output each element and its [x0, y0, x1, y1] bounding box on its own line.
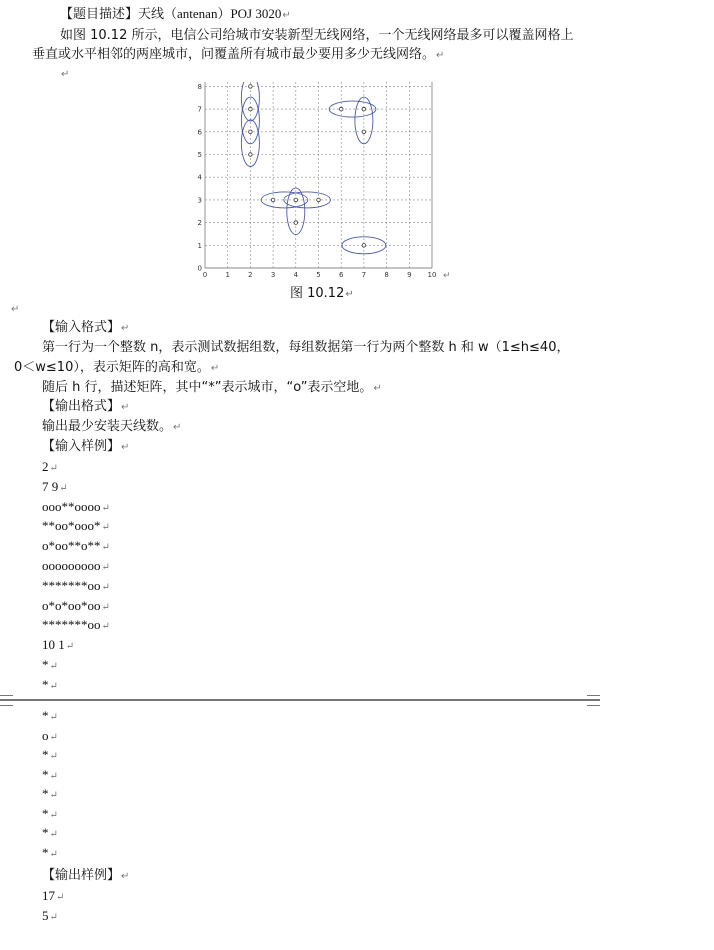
x-tick-label: 1	[225, 271, 230, 279]
paragraph-mark: ↵	[49, 661, 58, 672]
paragraph-mark: ↵	[11, 304, 20, 315]
x-tick-label: 0	[202, 271, 208, 279]
output-format-text: 输出最少安装天线数。	[42, 419, 173, 434]
y-tick-label: 5	[197, 151, 202, 159]
code-text: 7 9	[42, 478, 59, 494]
y-tick-label: 8	[197, 82, 202, 91]
code-line	[42, 708, 58, 726]
paragraph-mark: ↵	[101, 502, 110, 514]
output-format-heading-line	[42, 399, 129, 416]
input-format-text: 0＜w≤10），表示矩阵的高和宽。	[14, 360, 210, 375]
code-line	[42, 657, 58, 675]
paragraph-mark: ↵	[61, 69, 70, 80]
paragraph-mark: ↵	[101, 581, 110, 593]
paragraph-mark: ↵	[373, 383, 382, 394]
code-line	[42, 499, 110, 517]
paragraph-mark: ↵	[443, 271, 451, 281]
code-text: o*oo**o**	[42, 538, 101, 554]
input-format-line-1	[42, 340, 569, 356]
x-tick-label: 3	[270, 271, 276, 279]
y-tick-label: 1	[197, 241, 202, 250]
input-format-text: 第一行为一个整数 n，表示测试数据组数，每组数据第一行为两个整数 h 和 w（1≤h≤40，	[42, 340, 570, 355]
code-text: *	[42, 844, 49, 860]
code-line	[42, 558, 110, 576]
code-line	[42, 617, 110, 635]
y-tick-label: 7	[197, 105, 202, 114]
city-point	[249, 107, 253, 111]
x-tick-label: 10	[427, 271, 437, 279]
code-text: *	[42, 657, 49, 672]
code-text: o*o*oo*oo	[42, 597, 101, 613]
paragraph-mark: ↵	[56, 892, 65, 903]
grid-lines	[205, 82, 432, 268]
city-point	[249, 130, 253, 134]
input-format-heading: 【输入格式】	[42, 320, 121, 335]
paragraph-mark: ↵	[282, 10, 291, 21]
city-point	[317, 198, 321, 202]
paragraph-mark: ↵	[345, 289, 354, 300]
antenna-coverage-ellipse	[261, 192, 308, 208]
y-tick-label: 2	[197, 219, 202, 228]
sample-output-heading-line	[42, 868, 129, 885]
output-format-heading: 【输出格式】	[42, 399, 121, 414]
paragraph-mark: ↵	[49, 770, 58, 782]
code-text: **oo*ooo*	[42, 518, 101, 534]
paragraph-mark: ↵	[121, 442, 130, 453]
y-tick-label: 0	[197, 264, 202, 273]
antenna-grid-figure	[193, 82, 453, 282]
input-format-text: 随后 h 行，描述矩阵，其中“*”表示城市，“o”表示空地。	[42, 380, 373, 395]
code-text: 2	[42, 459, 49, 474]
x-tick-label: 8	[384, 271, 389, 279]
paragraph-mark: ↵	[49, 911, 58, 923]
paragraph-mark: ↵	[101, 621, 110, 633]
x-tick-label: 5	[316, 271, 321, 279]
paragraph-mark: ↵	[49, 848, 58, 860]
city-point	[362, 107, 366, 111]
description-line-1	[60, 28, 573, 44]
y-tick-label: 3	[197, 196, 202, 205]
paragraph-mark: ↵	[101, 522, 110, 534]
paragraph-mark: ↵	[49, 731, 58, 743]
output-format-line-1	[42, 419, 181, 436]
code-line	[42, 637, 74, 655]
code-text: *******oo	[42, 577, 101, 593]
city-point	[362, 244, 366, 248]
paragraph-mark: ↵	[101, 542, 110, 554]
paragraph-mark: ↵	[49, 829, 58, 840]
paragraph-mark: ↵	[49, 809, 58, 821]
code-line	[42, 786, 58, 804]
city-point	[294, 221, 298, 225]
code-line	[42, 845, 58, 863]
code-line	[42, 825, 58, 843]
sample-output-heading: 【输出样例】	[42, 868, 121, 883]
sample-input-heading: 【输入样例】	[42, 439, 121, 454]
x-tick-label: 6	[338, 271, 344, 279]
code-line	[42, 677, 58, 695]
paragraph-mark: ↵	[121, 402, 130, 413]
code-text: *	[42, 786, 49, 801]
code-text: *	[42, 676, 49, 692]
code-line	[42, 747, 58, 765]
city-point	[249, 85, 253, 89]
sample-input-heading-line	[42, 439, 129, 456]
paragraph-mark: ↵	[59, 482, 68, 494]
code-text: *	[42, 825, 49, 840]
code-text: *	[42, 708, 49, 723]
city-point	[362, 130, 366, 134]
code-line	[42, 598, 110, 616]
axis-ticks	[193, 82, 436, 279]
code-text: 10 1	[42, 637, 65, 653]
paragraph-mark: ↵	[49, 712, 58, 723]
city-point	[339, 107, 343, 111]
input-format-line-3	[42, 380, 382, 397]
code-text: ooooooooo	[42, 558, 101, 573]
paragraph-mark: ↵	[65, 641, 75, 653]
paragraph-mark: ↵	[173, 422, 182, 433]
x-tick-label: 4	[293, 271, 299, 279]
paragraph-mark: ↵	[436, 50, 445, 61]
code-line	[42, 767, 58, 785]
code-text: o	[42, 727, 49, 743]
description-text: 如图 10.12 所示，电信公司给城市安装新型无线网络，一个无线网络最多可以覆盖网格上	[60, 28, 574, 43]
code-line	[42, 459, 58, 477]
code-text: *	[42, 766, 49, 782]
problem-title: 天线（antenan）POJ 3020	[138, 6, 282, 21]
input-format-line-2	[14, 360, 219, 377]
y-tick-label: 4	[197, 173, 202, 182]
figure-caption-line	[290, 286, 354, 303]
figure-caption: 图 10.12	[290, 286, 345, 301]
x-tick-label: 9	[407, 271, 412, 279]
code-text: *	[42, 747, 49, 762]
city-point	[271, 198, 275, 202]
paragraph-mark: ↵	[49, 463, 58, 474]
paragraph-mark: ↵	[210, 363, 220, 374]
code-line	[42, 578, 110, 596]
antenna-coverage-ellipse	[329, 101, 376, 117]
city-point	[294, 198, 298, 202]
code-line	[42, 538, 110, 556]
problem-title-line	[60, 6, 291, 24]
code-text: *	[42, 805, 49, 821]
code-line	[42, 728, 58, 746]
code-line	[42, 806, 58, 824]
page-break-handle-right	[587, 695, 600, 706]
paragraph-mark: ↵	[101, 562, 110, 573]
empty-paragraph	[60, 66, 69, 83]
y-tick-label: 6	[197, 128, 202, 137]
code-text: 17	[42, 888, 55, 903]
paragraph-mark: ↵	[49, 680, 58, 692]
code-line	[42, 888, 64, 906]
empty-paragraph	[10, 301, 19, 318]
title-bracket: 【题目描述】	[60, 7, 139, 22]
code-line	[42, 479, 68, 497]
code-text: 5	[42, 907, 49, 923]
city-point	[249, 153, 253, 157]
antenna-coverage-ellipse	[355, 97, 373, 144]
paragraph-mark: ↵	[49, 751, 58, 762]
code-text: *******oo	[42, 617, 101, 633]
paragraph-mark: ↵	[101, 601, 110, 613]
x-tick-label: 7	[361, 271, 367, 279]
paragraph-mark: ↵	[121, 871, 130, 882]
input-format-heading-line	[42, 320, 129, 337]
code-line	[42, 518, 110, 536]
code-text: ooo**oooo	[42, 498, 101, 514]
paragraph-mark: ↵	[49, 790, 58, 801]
x-tick-label: 2	[248, 271, 253, 279]
paragraph-mark: ↵	[121, 323, 130, 334]
page-break-line	[0, 699, 600, 701]
code-line	[42, 908, 58, 926]
description-line-2	[32, 47, 444, 64]
antenna-coverage-ellipse	[241, 97, 259, 144]
description-text: 垂直或水平相邻的两座城市，问覆盖所有城市最少要用多少无线网络。	[32, 47, 436, 62]
